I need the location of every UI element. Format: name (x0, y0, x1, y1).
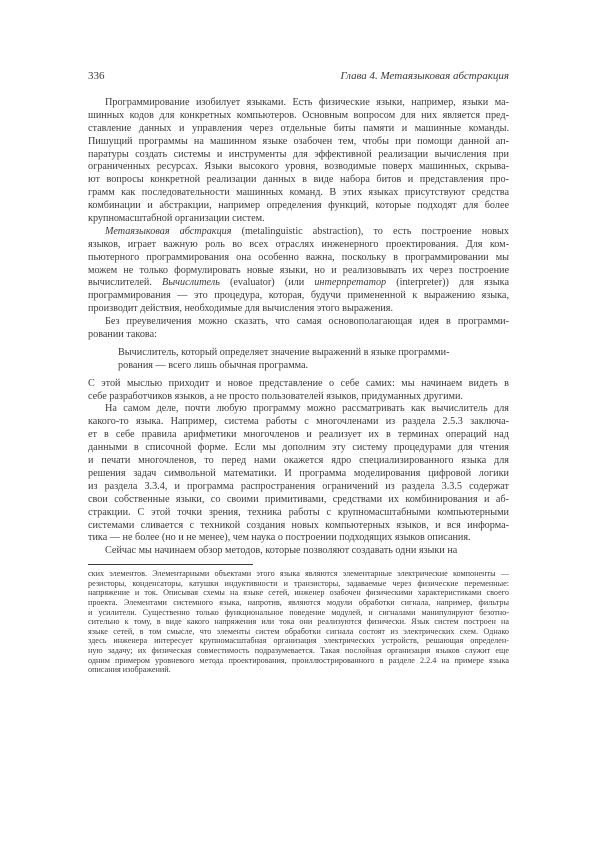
text-line (88, 608, 509, 618)
text-run: Программирование изобилует языками. Есть физические языки, например, языки ма- (105, 97, 509, 108)
italic-term: Вычислитель (162, 277, 220, 289)
text-line (88, 507, 509, 520)
text-run: ет в себе правила арифметики многочленов и реализует их в терминах операций над (88, 429, 509, 441)
text-line (88, 429, 509, 442)
quote-block (118, 347, 458, 373)
text-run: языков, играет важную роль во всех отраслях инженерного проектирования. Для ком- (88, 238, 509, 250)
text-line (88, 636, 509, 646)
text-line (88, 532, 509, 545)
text-run: крупномасштабной организации систем. (88, 213, 265, 225)
text-line (88, 200, 509, 213)
page-number: 336 (88, 70, 105, 82)
text-line (88, 110, 509, 123)
paragraph-self-image (88, 378, 509, 404)
text-line (88, 481, 509, 494)
paragraph-fundamental-idea (88, 316, 509, 342)
paragraph-metalinguistic (88, 226, 509, 316)
text-line (88, 494, 509, 507)
text-run: стракции. С этой точки зрения, техника работы с крупномасштабными компьютерными (88, 506, 509, 518)
text-line (118, 360, 458, 373)
text-run: данными в списочной форме. Если мы дополним эту систему процедурами для чтения (88, 442, 509, 454)
text-line (88, 226, 509, 239)
text-run: можем не только формулировать новые языки, но и реализовывать их через построение (88, 264, 509, 276)
text-line (88, 403, 509, 416)
text-line (88, 316, 509, 329)
text-run: тика — не более (но и не менее), чем наука о построении подходящих языков описания. (88, 532, 471, 544)
text-line (88, 123, 509, 136)
text-run: программирования — это процедура, которая, будучи примененной к выражению языка, (88, 290, 509, 302)
text-run: из раздела 3.3.4, и программа распространения ограничений из раздела 3.3.5 содержат (88, 480, 509, 492)
footnote-text (88, 569, 509, 675)
text-line (88, 290, 509, 303)
text-run: Сейчас мы начинаем обзор методов, которые позволяют создавать одни языки на (105, 545, 458, 557)
text-run: пьютерного программирования она особенно важна, поскольку в программировании мы (88, 251, 509, 263)
text-run: (metalinguistic abstraction), то есть построение новых (231, 225, 509, 237)
text-run: грамм как последовательности машинных команд. В этих языках присутствуют средства (88, 187, 509, 199)
text-run: резисторы, конденсаторы, катушки индуктивности и транзисторы, задаваемые через физические переменные: (88, 578, 509, 588)
text-run: и печати многочленов, то перед нами окажется ядро специализированного языка для (88, 455, 509, 467)
page-header (88, 70, 509, 83)
chapter-title: Глава 4. Метаязыковая абстракция (340, 70, 509, 82)
text-run: свои собственные языки, со своими примитивами, средствами их комбинирования и аб- (88, 493, 509, 505)
page-content (88, 70, 509, 675)
text-line (88, 239, 509, 252)
text-run: и усилители. Существенно только функциональное поведение модулей, и сигналами манипулируют безотно- (88, 607, 509, 617)
paragraph-overview-start (88, 545, 509, 558)
italic-term: Метаязыковая абстракция (105, 225, 232, 237)
text-run: одним примером уровневого метода проектирования, проиллюстрированного в разделе 2.2.4 на примере языка (88, 655, 509, 665)
text-line (88, 97, 509, 110)
text-line (88, 598, 509, 608)
text-line (88, 665, 509, 675)
text-run: здесь инженера интересует крупномасштабная организация электрических устройств, решающая определен- (88, 636, 509, 646)
text-run: ровании такова: (88, 329, 157, 341)
text-run: На самом деле, почти любую программу можно рассматривать как вычислитель для (105, 403, 509, 415)
text-run: С этой мыслью приходит и новое представление о себе самих: мы начинаем видеть в (88, 377, 509, 389)
text-run: ют вопросы конкретной реализации данных в виде набора битов и представления про- (88, 174, 509, 186)
text-run: напряжение и ток. Описывая схемы на языке сетей, инженер озабочен физическими характеристиками своего (88, 588, 509, 598)
text-line (88, 455, 509, 468)
text-line (88, 149, 509, 162)
text-run: Вычислитель, который определяет значение выражений в языке программи- (118, 346, 450, 358)
text-run: какого-то языка. Например, система работы с многочленами из раздела 2.5.3 заключа- (88, 416, 509, 428)
text-run: вычислителей. (88, 277, 162, 289)
text-run: себе разработчиков языков, а не просто пользователей языков, придуманных другими. (88, 390, 463, 402)
text-line (88, 136, 509, 149)
text-run: ских элементов. Элементарными объектами этого языка являются элементарные электрические компоненты — (88, 569, 509, 579)
text-line (88, 378, 509, 391)
text-line (88, 416, 509, 429)
paragraph-intro (88, 97, 509, 226)
text-run: паратуры создать системы и инструменты для эффективной реализации вычисления при (88, 148, 509, 160)
text-run: (interpreter)) для языка (386, 277, 509, 289)
text-run: решения задач символьной математики. И программа моделирования цифровой логики (88, 467, 509, 479)
text-run: (evaluator) (или (219, 277, 315, 289)
text-line (88, 545, 509, 558)
text-run: производит действия, необходимые для вычисления этого выражения. (88, 303, 394, 315)
paragraph-evaluators-everywhere (88, 403, 509, 545)
text-run: комбинации и абстракции, например определения функций, которые подходят для более (88, 200, 509, 212)
text-run: сительно к тому, в виде какого напряжения или тока они реализуются физически. Язык систем построен на (88, 617, 509, 627)
text-run: проекта. Элементами системного языка, напротив, являются модули обработки сигнала, например, фильтры (88, 597, 509, 607)
text-line (88, 520, 509, 533)
text-line (88, 161, 509, 174)
text-run: Пишущий программы на машинном языке озабочен тем, чтобы при помощи данной ап- (88, 135, 509, 147)
text-line (88, 569, 509, 579)
text-line (88, 277, 509, 290)
text-line (118, 347, 458, 360)
text-line (88, 579, 509, 589)
text-line (88, 646, 509, 656)
text-run: описания изображений. (88, 665, 171, 675)
text-line (88, 617, 509, 627)
text-run: ную задачу; их физическая совместимость подразумевается. Такая послойная организация языков служит еще (88, 645, 509, 655)
text-run: ограниченных ресурсах. Языки высокого уровня, возводимые поверх машинных, скрыва- (88, 161, 509, 173)
text-run: шинных кодов для конкретных компьютеров. Основным вопросом для них является пред- (88, 109, 509, 121)
text-line (88, 468, 509, 481)
text-run: рования — всего лишь обычная программа. (118, 359, 309, 371)
text-line (88, 329, 509, 342)
text-run: ставление данных и управления через отдельные биты памяти и машинные команды. (88, 122, 509, 134)
italic-term: интерпретатор (314, 277, 387, 289)
text-line (88, 303, 509, 316)
text-line (88, 656, 509, 666)
text-line (88, 265, 509, 278)
text-line (88, 174, 509, 187)
text-run: системами сливается с техникой создания новых компьютерных языков, и вся информа- (88, 519, 509, 531)
text-line (88, 252, 509, 265)
text-run: языке сетей, в том смысле, что элементы систем обработки сигнала состоят из электрических схем. Однако (88, 626, 509, 636)
text-line (88, 213, 509, 226)
text-line (88, 588, 509, 598)
text-line (88, 442, 509, 455)
body-text (88, 97, 509, 558)
text-line (88, 627, 509, 637)
text-run: Без преувеличения можно сказать, что самая основополагающая идея в программи- (105, 316, 509, 328)
text-line (88, 391, 509, 404)
text-line (88, 187, 509, 200)
footnote-rule (88, 564, 253, 565)
